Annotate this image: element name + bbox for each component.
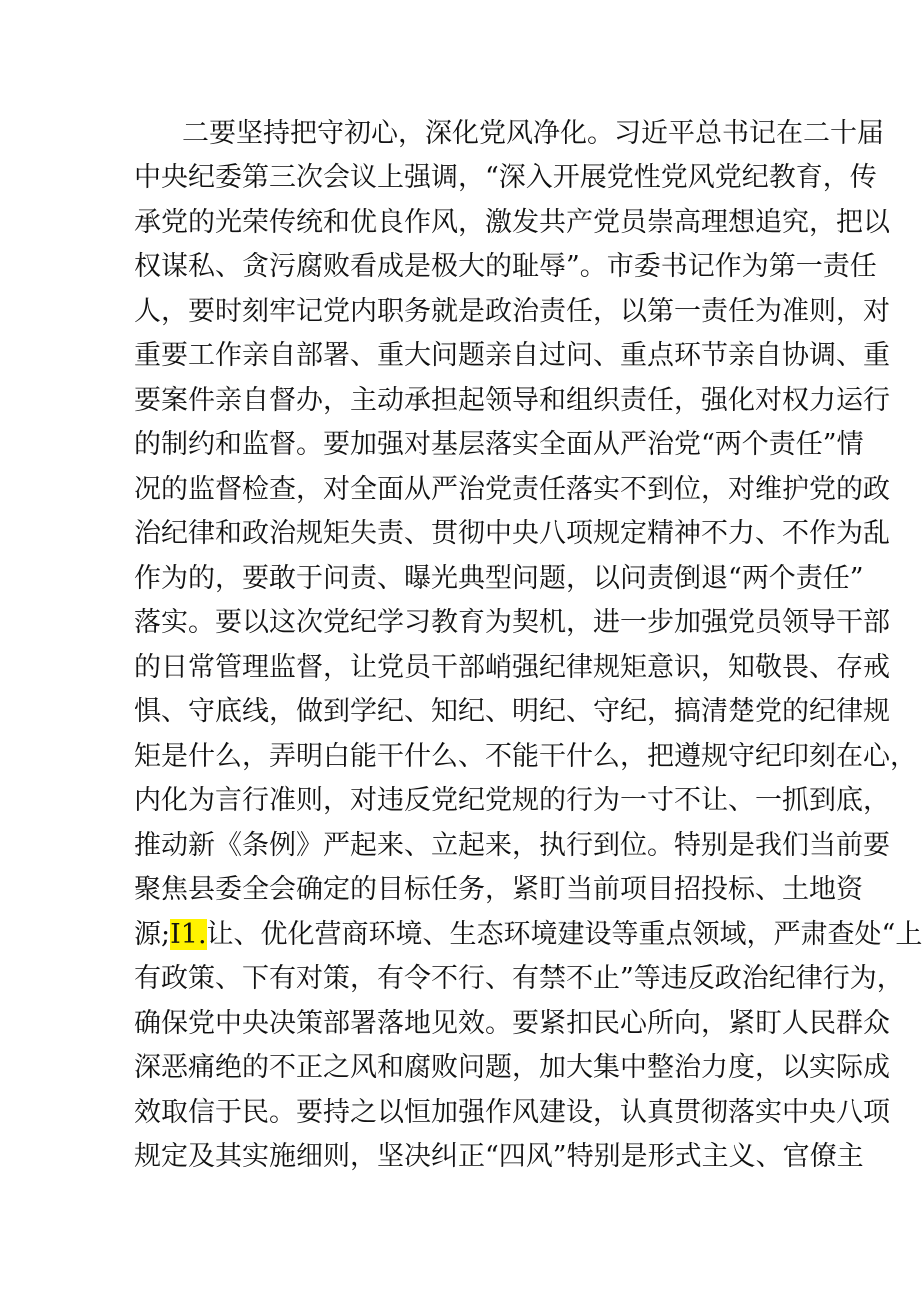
- text-line: 落实。要以这次党纪学习教育为契机，进一步加强党员领导干部: [134, 607, 890, 638]
- text-line: 规定及其实施细则，坚决纠正“四风”特别是形式主义、官僚主: [134, 1141, 864, 1172]
- text-line: 二要坚持把守初心，深化党风净化。习近平总书记在二十届: [182, 118, 884, 149]
- text-line: 推动新《条例》严起来、立起来，执行到位。特别是我们当前要: [134, 830, 890, 861]
- text-line: 中央纪委第三次会议上强调，“深入开展党性党风党纪教育，传: [134, 162, 877, 193]
- text-line: 作为的，要敢于问责、曝光典型问题，以问责倒退“两个责任”: [134, 563, 864, 594]
- text-line: 承党的光荣传统和优良作风，激发共产党员崇高理想追究，把以: [134, 207, 890, 238]
- text-line: 聚焦县委全会确定的目标任务，紧盯当前项目招投标、土地资: [134, 874, 863, 905]
- text-line: 治纪律和政治规矩失责、贯彻中央八项规定精神不力、不作为乱: [134, 518, 890, 549]
- text-line: 惧、守底线，做到学纪、知纪、明纪、守纪，搞清楚党的纪律规: [134, 696, 890, 727]
- text-line: 权谋私、贪污腐败看成是极大的耻辱”。市委书记作为第一责任: [134, 251, 877, 282]
- text-segment: 让、优化营商环境、生态环境建设等重点领域，严肃查处“上: [206, 919, 922, 950]
- text-line: 内化为言行准则，对违反党纪党规的行为一寸不让、一抓到底，: [134, 785, 890, 816]
- text-line: 的日常管理监督，让党员干部峭强纪律规矩意识，知敬畏、存戒: [134, 652, 890, 683]
- text-line: 重要工作亲自部署、重大问题亲自过问、重点环节亲自协调、重: [134, 340, 890, 371]
- text-line: 的制约和监督。要加强对基层落实全面从严治党“两个责任”情: [134, 429, 864, 460]
- highlight-mark: I1.: [170, 919, 207, 950]
- text-line: 效取信于民。要持之以恒加强作风建设，认真贯彻落实中央八项: [134, 1097, 890, 1128]
- text-line: 深恶痛绝的不正之风和腐败问题，加大集中整治力度，以实际成: [134, 1052, 890, 1083]
- text-line: 矩是什么，弄明白能干什么、不能干什么，把遵规守纪印刻在心，: [134, 741, 917, 772]
- text-line: 人，要时刻牢记党内职务就是政治责任，以第一责任为准则，对: [134, 296, 890, 327]
- text-line: 况的监督检查，对全面从严治党责任落实不到位，对维护党的政: [134, 474, 890, 505]
- text-line: 有政策、下有对策，有令不行、有禁不止”等违反政治纪律行为，: [134, 963, 904, 994]
- text-line-highlighted: [134, 913, 922, 957]
- text-segment: 源;: [134, 919, 171, 950]
- text-line: 确保党中央决策部署落地见效。要紧扣民心所向，紧盯人民群众: [134, 1008, 890, 1039]
- text-line: 要案件亲自督办，主动承担起领导和组织责任，强化对权力运行: [134, 385, 890, 416]
